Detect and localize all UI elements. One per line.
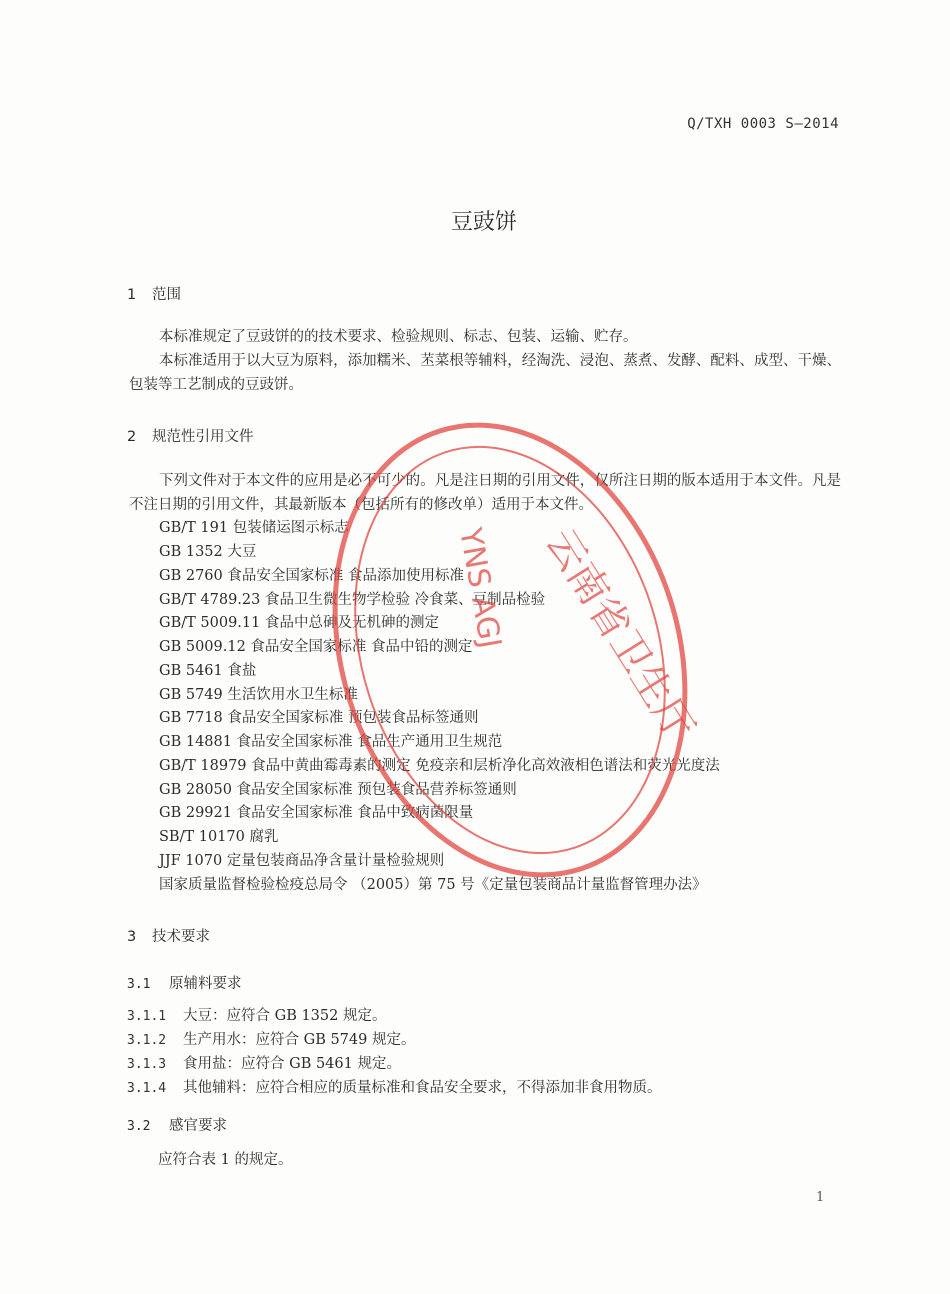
item-number: 3.1.4	[127, 1081, 167, 1096]
requirement-item	[127, 1077, 662, 1101]
section-title: 规范性引用文件	[152, 429, 254, 445]
scope-paragraph-1: 本标准规定了豆豉饼的的技术要求、检验规则、标志、包装、运输、贮存。	[159, 329, 638, 345]
item-text: 食用盐：应符合 GB 5461 规定。	[183, 1056, 401, 1072]
reference-item: GB 5749 生活饮用水卫生标准	[159, 687, 358, 703]
reference-item: GB 14881 食品安全国家标准 食品生产通用卫生规范	[159, 734, 503, 750]
section-title: 技术要求	[152, 929, 210, 945]
section-3-2-heading	[127, 1114, 227, 1135]
item-number: 3.1.1	[127, 1009, 167, 1024]
reference-item: GB/T 5009.11 食品中总砷及无机砷的测定	[159, 615, 439, 631]
section-3-1-heading	[127, 972, 242, 993]
reference-item: GB 5461 食盐	[159, 663, 257, 679]
reference-item: 国家质量监督检验检疫总局令 （2005）第 75 号《定量包装商品计量监督管理办法》	[159, 877, 707, 893]
reference-item: GB 5009.12 食品安全国家标准 食品中铅的测定	[159, 639, 473, 655]
reference-item: GB 7718 食品安全国家标准 预包装食品标签通则	[159, 710, 479, 726]
section-3-heading	[127, 925, 210, 946]
section-title: 感官要求	[169, 1118, 227, 1134]
svg-text:YNS AGJ: YNS AGJ	[452, 525, 508, 651]
reference-item: GB/T 191 包装储运图示标志	[159, 520, 349, 536]
scope-paragraph-2: 本标准适用于以大豆为原料，添加糯米、苤菜根等辅料，经淘洗、浸泡、蒸煮、发酵、配料、成型、干燥、包装等工艺制成的豆豉饼。	[129, 353, 841, 393]
page-number: 1	[816, 1190, 825, 1205]
section-number: 3.2	[127, 1119, 151, 1134]
item-number: 3.1.2	[127, 1033, 167, 1048]
requirement-item	[127, 1029, 415, 1053]
item-text: 生产用水：应符合 GB 5749 规定。	[183, 1032, 416, 1048]
item-number: 3.1.3	[127, 1057, 167, 1072]
section-number: 3.1	[127, 977, 151, 992]
reference-item: GB/T 4789.23 食品卫生微生物学检验 冷食菜、豆制品检验	[159, 592, 546, 608]
section-title: 原辅料要求	[169, 976, 242, 992]
item-text: 大豆：应符合 GB 1352 规定。	[183, 1008, 387, 1024]
sensory-requirement-text: 应符合表 1 的规定。	[158, 1152, 293, 1168]
section-2-heading	[127, 425, 254, 446]
section-1-heading	[127, 283, 181, 304]
reference-item: GB 29921 食品安全国家标准 食品中致病菌限量	[159, 805, 474, 821]
svg-text:云南省卫生厅: 云南省卫生厅	[536, 520, 703, 749]
reference-item: GB 1352 大豆	[159, 544, 257, 560]
reference-item: GB 2760 食品安全国家标准 食品添加使用标准	[159, 568, 464, 584]
reference-item: GB/T 18979 食品中黄曲霉毒素的测定 免疫亲和层析净化高效液相色谱法和荧光光度法	[159, 758, 720, 774]
item-text: 其他辅料：应符合相应的质量标准和食品安全要求，不得添加非食用物质。	[183, 1080, 662, 1096]
standard-code: Q/TXH 0003 S—2014	[687, 116, 839, 132]
section-number: 1	[127, 287, 137, 303]
reference-item: GB 28050 食品安全国家标准 预包装食品营养标签通则	[159, 782, 517, 798]
document-title: 豆豉饼	[450, 210, 517, 235]
reference-item: SB/T 10170 腐乳	[159, 829, 279, 845]
section-number: 2	[127, 429, 137, 445]
requirement-item	[127, 1053, 401, 1077]
section-title: 范围	[152, 287, 181, 303]
requirement-item	[127, 1005, 386, 1029]
references-intro-paragraph: 下列文件对于本文件的应用是必不可少的。凡是注日期的引用文件，仅所注日期的版本适用于本文件。凡是不注日期的引用文件，其最新版本（包括所有的修改单）适用于本文件。	[129, 473, 841, 513]
reference-item: JJF 1070 定量包装商品净含量计量检验规则	[159, 853, 445, 869]
section-number: 3	[127, 929, 137, 945]
